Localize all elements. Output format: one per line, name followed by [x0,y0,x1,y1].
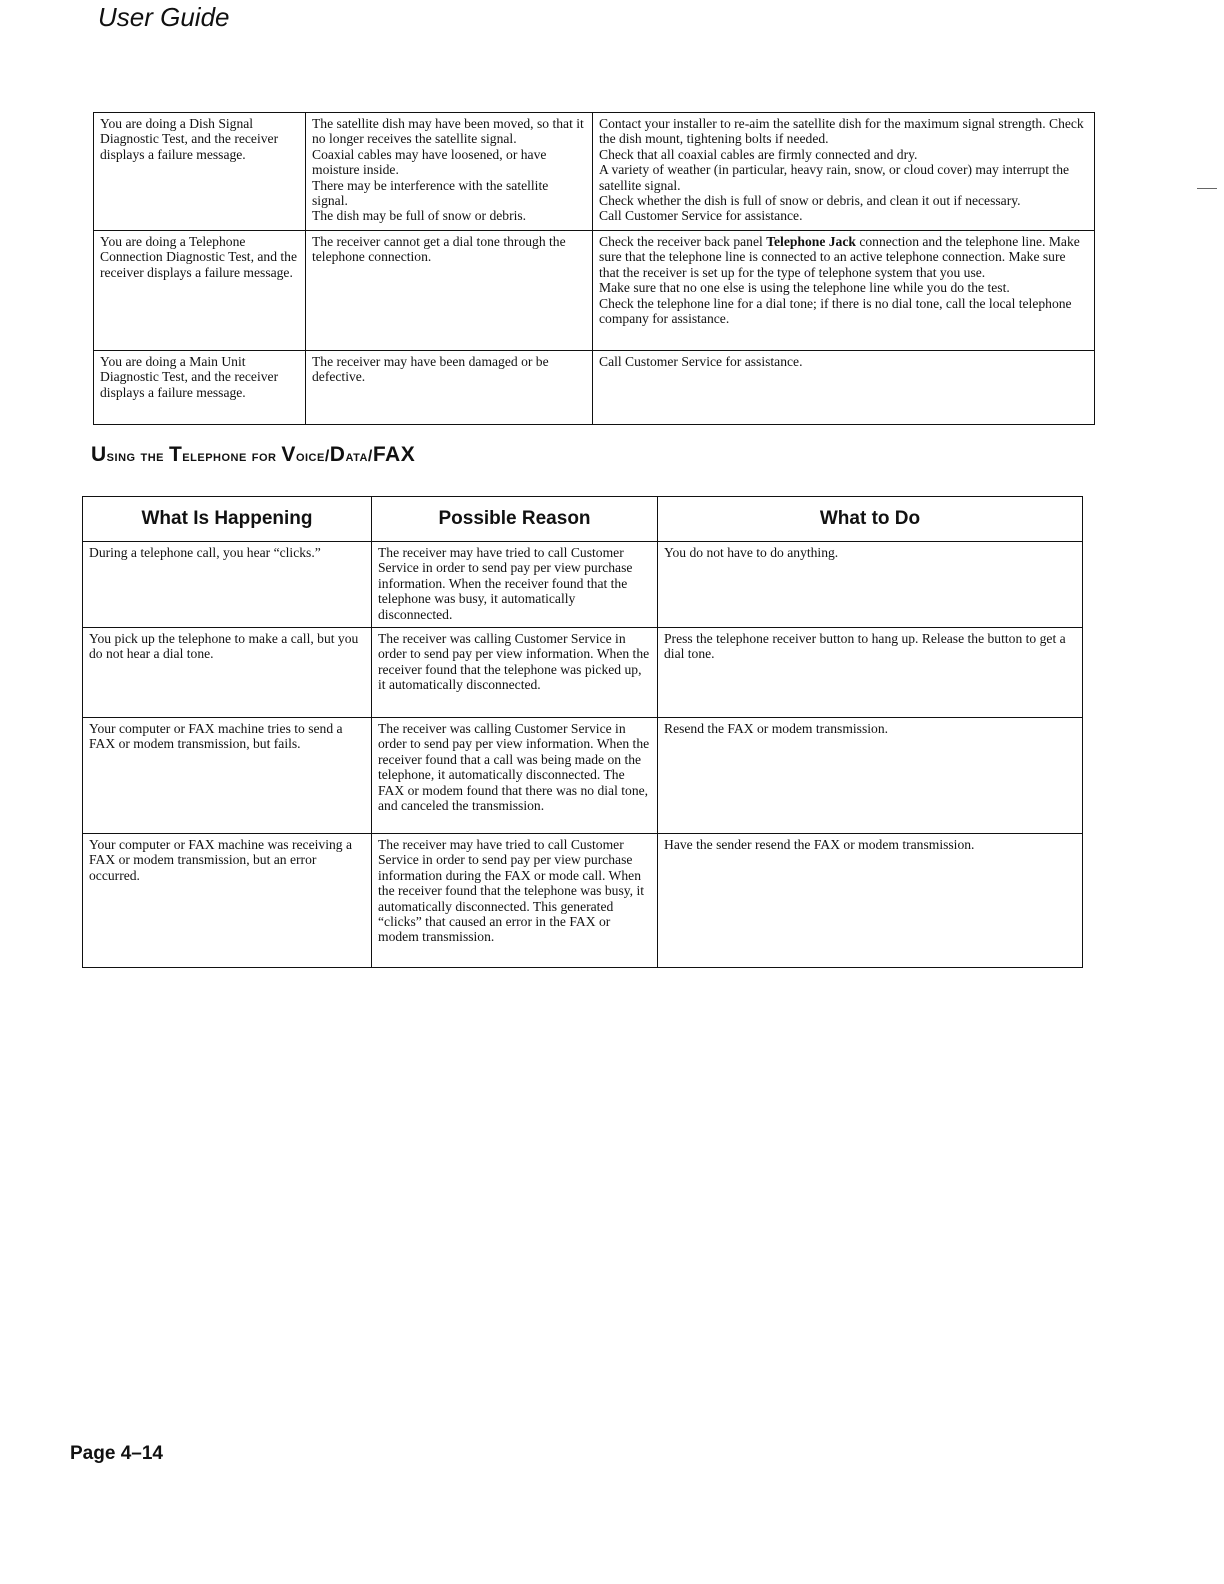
action-cell: You do not have to do anything. [658,542,1083,628]
reason-cell [306,231,593,351]
heading-part: T [168,443,183,466]
margin-mark [1197,188,1217,189]
reason-cell: The receiver was calling Customer Service in order to send pay per view information. When the receiver found that the telephone was picked up, it automatically disconnected. [372,628,658,718]
action-cell [593,113,1095,231]
action-line [599,234,1089,280]
happening-cell: You are doing a Telephone Connection Diagnostic Test, and the receiver displays a failure message. [94,231,306,351]
happening-cell: Your computer or FAX machine tries to send a FAX or modem transmission, but fails. [83,718,372,834]
action-line: Call Customer Service for assistance. [599,354,803,369]
heading-part: ata/ [345,448,373,465]
action-line: Check whether the dish is full of snow or debris, and clean it out if necessary. [599,193,1021,209]
action-line: Make sure that no one else is using the telephone line while you do the test. [599,280,1010,296]
column-header-reason: Possible Reason [372,497,658,542]
action-text: connection and the telephone line. Make sure that the telephone line is connected to an active telephone connection. Make sure that the receiver is set up for the type of telephone system that you use. [599,234,1080,280]
happening-cell: You pick up the telephone to make a call, but you do not hear a dial tone. [83,628,372,718]
table-row [94,231,1095,351]
table-row [83,628,1083,718]
heading-part: elephone for [182,448,282,465]
table-row [83,834,1083,968]
heading-part: D [329,443,346,466]
column-header-action: What to Do [658,497,1083,542]
section-heading [91,443,415,467]
action-cell [593,231,1095,351]
action-line: A variety of weather (in particular, heavy rain, snow, or cloud cover) may interrupt the satellite signal. [599,162,1070,193]
action-line: Contact your installer to re-aim the satellite dish for the maximum signal strength. Check the dish mount, tightening bolts if needed. [599,116,1084,147]
telephone-troubleshooting-table [82,496,1083,968]
reason-cell [306,351,593,425]
happening-cell: You are doing a Main Unit Diagnostic Test, and the receiver displays a failure message. [94,351,306,425]
heading-part: sing the [106,448,169,465]
reason-cell: The receiver may have tried to call Customer Service in order to send pay per view purchase information. When the receiver found that the telephone was busy, it automatically disconnected. [372,542,658,628]
running-title: User Guide [98,2,230,32]
table-row [83,718,1083,834]
action-line: Check that all coaxial cables are firmly connected and dry. [599,146,918,162]
table-header-row [83,497,1083,542]
table-row [83,542,1083,628]
action-line: Call Customer Service for assistance. [599,208,803,224]
diagnostics-table [93,112,1095,425]
table-row [94,351,1095,425]
reason-line: The dish may be full of snow or debris. [312,208,527,224]
heading-part: V [281,443,296,466]
heading-part: oice/ [295,448,330,465]
action-line: Check the telephone line for a dial tone; if there is no dial tone, call the local telephone company for assistance. [599,295,1072,327]
happening-cell: You are doing a Dish Signal Diagnostic Test, and the receiver displays a failure message. [94,113,306,231]
reason-cell: The receiver may have tried to call Customer Service in order to send pay per view purchase information during the FAX or mode call. When the receiver found that the telephone was busy, it automatically disconnected. This generated “clicks” that caused an error in the FAX or modem transmission. [372,834,658,968]
reason-line: The receiver cannot get a dial tone through the telephone connection. [312,234,566,265]
telephone-jack-label: Telephone Jack [766,234,856,249]
column-header-happening: What Is Happening [83,497,372,542]
reason-cell [306,113,593,231]
happening-cell: Your computer or FAX machine was receiving a FAX or modem transmission, but an error occurred. [83,834,372,968]
heading-part: FAX [372,443,416,466]
reason-line: Coaxial cables may have loosened, or have moisture inside. [312,146,547,178]
page-number: Page 4–14 [70,1443,163,1464]
reason-line: The satellite dish may have been moved, so that it no longer receives the satellite signal. [312,116,584,147]
reason-line: The receiver may have been damaged or be defective. [312,354,549,385]
reason-cell: The receiver was calling Customer Service in order to send pay per view information. When the receiver found that a call was being made on the telephone, it automatically disconnected. The FAX or modem found that there was no dial tone, and canceled the transmission. [372,718,658,834]
action-cell [593,351,1095,425]
action-text: Check the receiver back panel [599,234,767,249]
happening-cell: During a telephone call, you hear “clicks.” [83,542,372,628]
table-row [94,113,1095,231]
heading-part: U [91,443,107,466]
reason-line: There may be interference with the satellite signal. [312,177,549,209]
action-cell: Resend the FAX or modem transmission. [658,718,1083,834]
action-cell: Press the telephone receiver button to hang up. Release the button to get a dial tone. [658,628,1083,718]
action-cell: Have the sender resend the FAX or modem transmission. [658,834,1083,968]
